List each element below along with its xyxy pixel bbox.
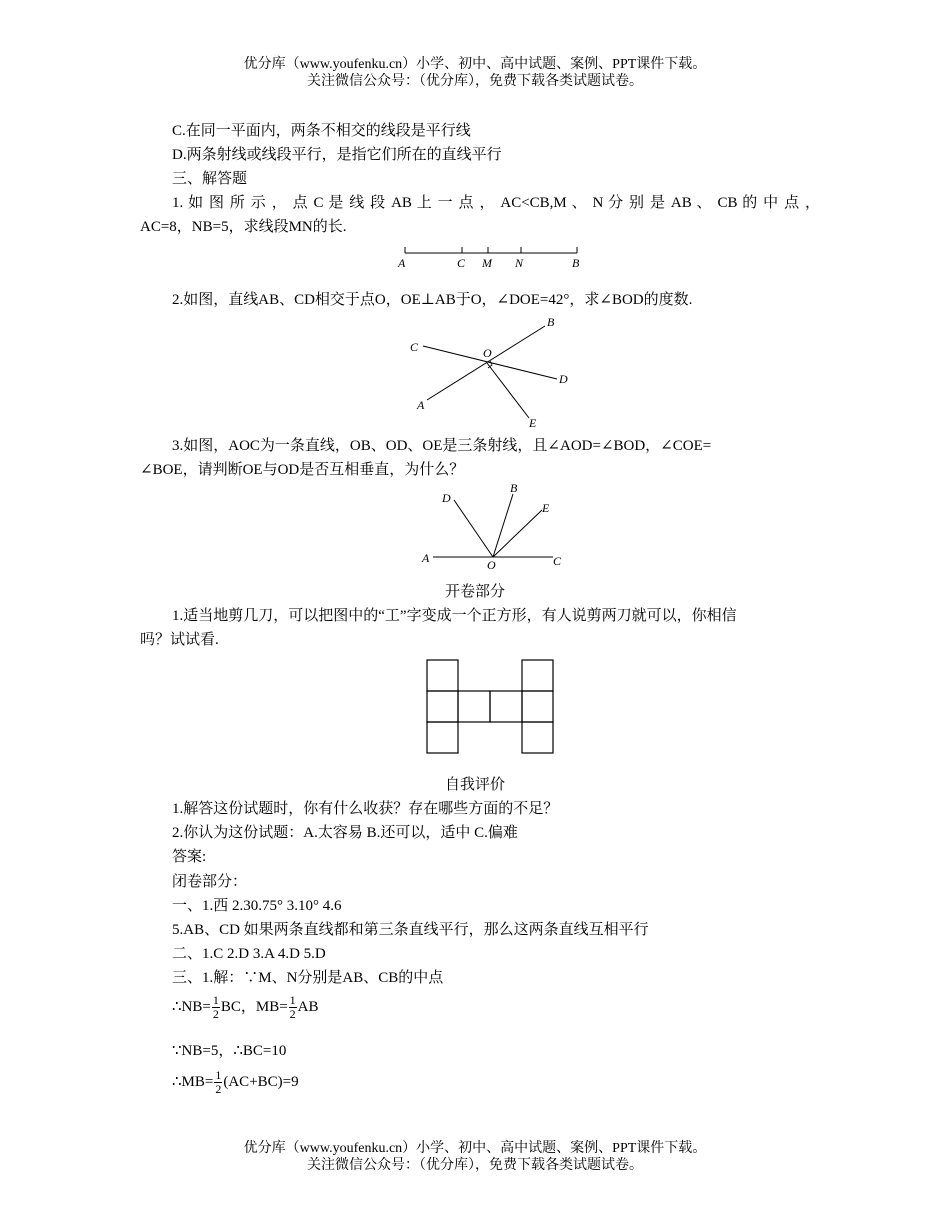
label-a: A bbox=[398, 256, 406, 270]
open-question-1-line-2: 吗？试试看. bbox=[140, 632, 219, 648]
answer-part-3-step-1: 三、1.解：∵M、N分别是AB、CB的中点 bbox=[172, 970, 444, 986]
figure-3-rays bbox=[418, 480, 568, 570]
self-eval-title: 自我评价 bbox=[444, 777, 505, 793]
answer-step-bc: ∵NB=5，∴BC=10 bbox=[172, 1043, 287, 1059]
label-b: B bbox=[547, 315, 555, 329]
grid-cell bbox=[427, 722, 458, 753]
header-line-2: 关注微信公众号：（优分库），免费下载各类试题试卷。 bbox=[307, 74, 643, 89]
label-c: C bbox=[410, 340, 419, 354]
label-n: N bbox=[515, 256, 524, 270]
grid-cell bbox=[490, 691, 522, 722]
label-e: E bbox=[542, 501, 550, 515]
answer-step-fraction-2 bbox=[172, 1068, 299, 1096]
fraction-numerator: 1 bbox=[212, 993, 219, 1008]
label-b: B bbox=[572, 256, 580, 270]
grid-cell bbox=[522, 722, 553, 753]
fraction-numerator: 1 bbox=[215, 1068, 222, 1083]
label-o: O bbox=[487, 558, 496, 572]
formula-text: (AC+BC)=9 bbox=[223, 1074, 299, 1090]
question-3-line-2: ∠BOE，请判断OE与OD是否互相垂直，为什么？ bbox=[140, 462, 465, 478]
line-ab bbox=[427, 326, 545, 400]
answer-step-fraction-1 bbox=[172, 993, 319, 1021]
label-e: E bbox=[529, 416, 537, 430]
label-o: O bbox=[483, 346, 492, 360]
label-a: A bbox=[422, 551, 430, 565]
fraction-one-half bbox=[214, 1069, 222, 1096]
section-3-title: 三、解答题 bbox=[172, 171, 248, 187]
open-section-title: 开卷部分 bbox=[444, 584, 505, 600]
grid-cell bbox=[427, 660, 458, 691]
label-d: D bbox=[442, 491, 451, 505]
open-question-1-line-1: 1.适当地剪几刀，可以把图中的“工”字变成一个正方形，有人说剪两刀就可以，你相信 bbox=[172, 608, 737, 624]
answer-part-1-q5: 5.AB、CD 如果两条直线都和第三条直线平行，那么这两条直线互相平行 bbox=[172, 922, 649, 938]
label-c: C bbox=[457, 256, 466, 270]
formula-text: ∴NB= bbox=[172, 999, 211, 1015]
grid-cell bbox=[458, 691, 490, 722]
ray-oe bbox=[487, 363, 529, 418]
figure-2-intersecting-lines bbox=[405, 313, 575, 433]
fraction-denominator: 2 bbox=[212, 1007, 219, 1022]
formula-text: AB bbox=[297, 999, 319, 1015]
ray-od bbox=[454, 500, 493, 557]
answer-part-2: 二、1.C 2.D 3.A 4.D 5.D bbox=[172, 946, 326, 962]
label-m: M bbox=[482, 256, 492, 270]
label-d: D bbox=[559, 372, 568, 386]
fraction-one-half bbox=[212, 994, 220, 1021]
question-1-line-2: AC=8，NB=5，求线段MN的长. bbox=[140, 219, 347, 235]
answers-title: 答案: bbox=[172, 849, 207, 865]
fraction-one-half bbox=[289, 994, 297, 1021]
figure-gong-character-grid bbox=[424, 657, 564, 757]
question-3-line-1: 3.如图，AOC为一条直线，OB、OD、OE是三条射线，且∠AOD=∠BOD，∠COE= bbox=[172, 438, 712, 454]
self-eval-q2: 2.你认为这份试题：A.太容易 B.还可以，适中 C.偏难 bbox=[172, 825, 518, 841]
formula-text: ∴MB= bbox=[172, 1074, 214, 1090]
label-a: A bbox=[417, 398, 425, 412]
question-1-line-1: 1. 如 图 所 示 ， 点 C 是 线 段 AB 上 一 点 ， AC<CB,M 、 N 分 别 是 AB 、 CB 的 中 点 ， bbox=[172, 195, 820, 211]
answers-closed-part: 闭卷部分： bbox=[172, 874, 248, 890]
segment-ab bbox=[405, 247, 577, 253]
grid-cell bbox=[522, 660, 553, 691]
footer-line-1: 优分库（www.youfenku.cn）小学、初中、高中试题、案例、PPT课件下载。 bbox=[243, 1141, 707, 1156]
fraction-numerator: 1 bbox=[289, 993, 296, 1008]
question-2: 2.如图，直线AB、CD相交于点O，OE⊥AB于O，∠DOE=42°，求∠BOD的度数. bbox=[172, 292, 693, 308]
choice-c: C.在同一平面内，两条不相交的线段是平行线 bbox=[172, 123, 471, 139]
fraction-denominator: 2 bbox=[215, 1082, 222, 1097]
fraction-denominator: 2 bbox=[289, 1007, 296, 1022]
footer-line-2: 关注微信公众号：（优分库），免费下载各类试题试卷。 bbox=[307, 1158, 643, 1173]
grid-cell bbox=[427, 691, 458, 722]
label-b: B bbox=[510, 481, 518, 495]
grid-cell bbox=[522, 691, 553, 722]
label-c: C bbox=[553, 554, 562, 568]
self-eval-q1: 1.解答这份试题时，你有什么收获？存在哪些方面的不足？ bbox=[172, 801, 559, 817]
choice-d: D.两条射线或线段平行，是指它们所在的直线平行 bbox=[172, 147, 502, 163]
formula-text: BC，MB= bbox=[220, 999, 288, 1015]
figure-1-segment bbox=[395, 243, 595, 273]
header-line-1: 优分库（www.youfenku.cn）小学、初中、高中试题、案例、PPT课件下载。 bbox=[243, 57, 707, 72]
answer-part-1: 一、1.西 2.30.75° 3.10° 4.6 bbox=[172, 898, 342, 914]
